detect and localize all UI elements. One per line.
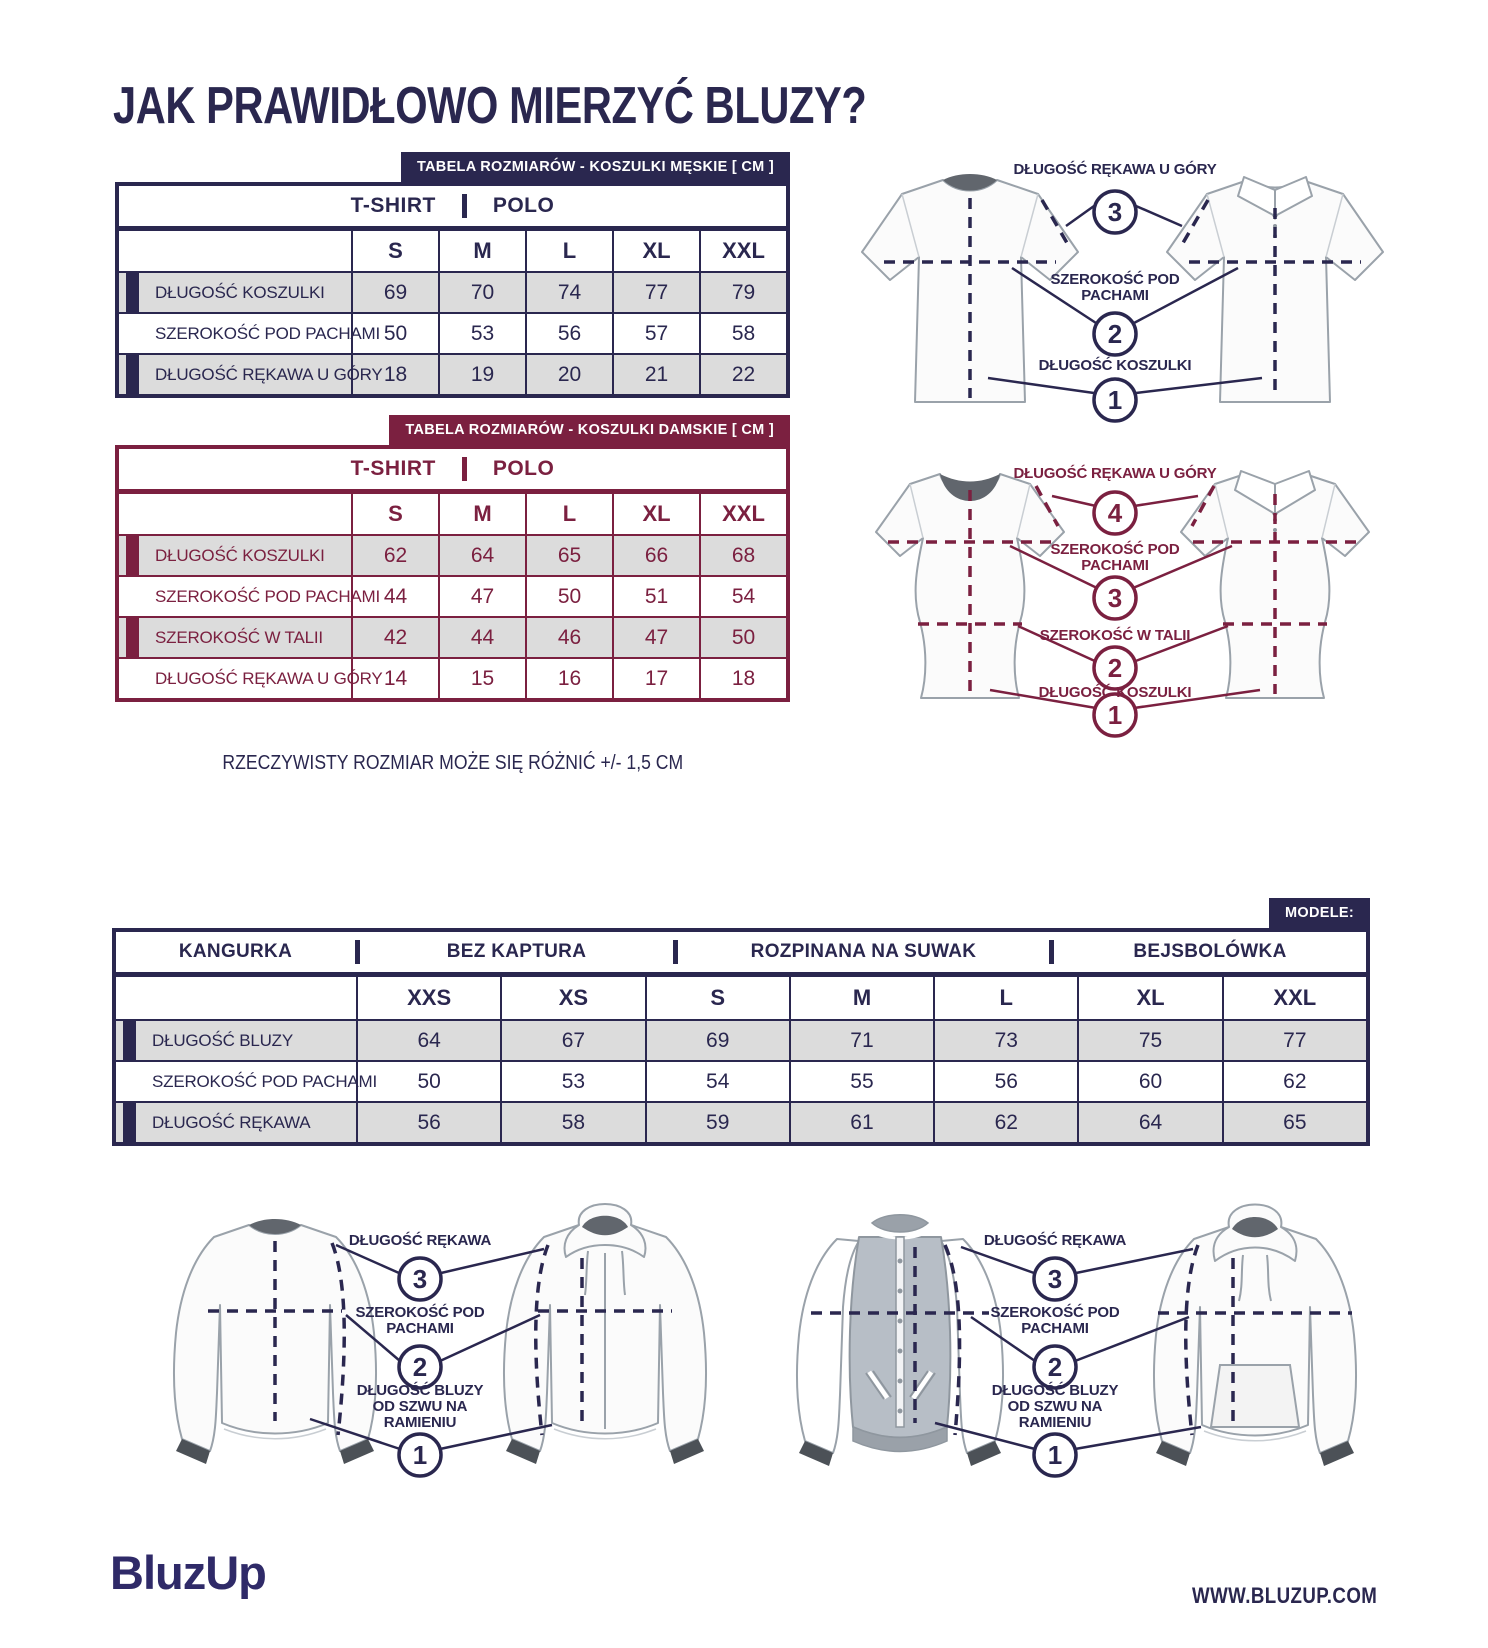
table-row [116,1021,1366,1060]
hoodie-illustration [1154,1205,1356,1467]
callout-number: 2 [1107,319,1123,349]
value-cell: 58 [699,314,786,353]
table-row [119,353,786,394]
value-cell: 17 [612,659,699,698]
value-cell: 54 [699,577,786,616]
row-label: SZEROKOŚĆ POD PACHAMI [155,586,381,606]
value-cell: 56 [356,1103,500,1142]
models-size-header [116,977,1366,1021]
value-cell: 42 [351,618,438,657]
value-cell: 56 [525,314,612,353]
row-label: DŁUGOŚĆ BLUZY [152,1030,293,1050]
table-row [119,657,786,698]
callout-label: DŁUGOŚĆ RĘKAWA [348,1232,492,1249]
callout-label: DŁUGOŚĆ KOSZULKI [1038,357,1192,374]
size-cell: S [351,494,438,534]
value-cell: 64 [1077,1103,1221,1142]
row-label: DŁUGOŚĆ RĘKAWA [152,1112,311,1132]
value-cell: 46 [525,618,612,657]
callout-number: 2 [412,1352,428,1382]
callout-number: 3 [1047,1264,1063,1294]
value-cell: 71 [789,1021,933,1060]
callout-number: 1 [1107,385,1123,415]
callout-number: 3 [1107,197,1123,227]
value-cell: 68 [699,536,786,575]
value-cell: 57 [612,314,699,353]
model-type: ROZPINANA NA SUWAK [750,941,977,962]
size-cell: XL [1077,977,1221,1019]
value-cell: 62 [933,1103,1077,1142]
value-cell: 65 [1222,1103,1366,1142]
size-cell: XXL [699,494,786,534]
callout-circles [1094,191,1136,421]
size-cell: S [351,231,438,271]
size-cell: XL [612,494,699,534]
womens-size-table [115,415,790,702]
callout-circles [1034,1258,1076,1476]
mens-type-header [119,186,786,231]
value-cell: 16 [525,659,612,698]
value-cell: 66 [612,536,699,575]
models-table-grid [112,928,1370,1146]
womens-type-header [119,449,786,494]
value-cell: 61 [789,1103,933,1142]
callout-circles [399,1258,441,1476]
row-label: DŁUGOŚĆ RĘKAWA U GÓRY [155,668,383,688]
value-cell: 47 [612,618,699,657]
size-cell: L [525,494,612,534]
value-cell: 54 [645,1062,789,1101]
value-cell: 59 [645,1103,789,1142]
callout-label: DŁUGOŚĆ RĘKAWA U GÓRY [1013,161,1217,178]
size-cell: XL [612,231,699,271]
callout-number: 1 [1107,700,1123,730]
models-type-header [116,932,1366,977]
value-cell: 64 [438,536,525,575]
value-cell: 77 [1222,1021,1366,1060]
size-cell: M [438,494,525,534]
row-label: DŁUGOŚĆ KOSZULKI [155,545,325,565]
mens-table-badge: TABELA ROZMIARÓW - KOSZULKI MĘSKIE [ CM ] [401,152,790,182]
value-cell: 51 [612,577,699,616]
callout-label: DŁUGOŚĆ KOSZULKI [1038,684,1192,701]
table-row [119,312,786,353]
tolerance-note-text: RZECZYWISTY ROZMIAR MOŻE SIĘ RÓŻNIĆ +/- 1,5 CM [222,752,683,774]
value-cell: 50 [351,314,438,353]
row-label: SZEROKOŚĆ POD PACHAMI [152,1071,378,1091]
value-cell: 14 [351,659,438,698]
callout-number: 3 [1107,583,1123,613]
model-type: BEJSBOLÓWKA [1133,941,1287,962]
size-header-spacer [119,231,351,271]
models-table-badge: MODELE: [1269,898,1370,928]
size-cell: XXL [1222,977,1366,1019]
value-cell: 77 [612,273,699,312]
value-cell: 70 [438,273,525,312]
value-cell: 21 [612,355,699,394]
womens-size-header [119,494,786,536]
value-cell: 65 [525,536,612,575]
value-cell: 50 [525,577,612,616]
row-label: SZEROKOŚĆ POD PACHAMI [155,323,381,343]
size-header-spacer [116,977,356,1019]
callout-number: 4 [1107,498,1123,528]
value-cell: 75 [1077,1021,1221,1060]
value-cell: 58 [500,1103,644,1142]
value-cell: 19 [438,355,525,394]
size-cell: S [645,977,789,1019]
value-cell: 73 [933,1021,1077,1060]
mens-table-grid [115,182,790,398]
type-polo: POLO [492,457,555,480]
value-cell: 64 [356,1021,500,1060]
size-cell: L [525,231,612,271]
baseball-jacket-illustration [797,1215,1003,1466]
callout-label: DŁUGOŚĆ BLUZY OD SZWU NA RAMIENIU [356,1382,484,1431]
callout-label: SZEROKOŚĆ W TALII [1039,627,1191,644]
table-row [119,536,786,575]
callout-number: 2 [1107,653,1123,683]
models-size-table [112,898,1370,1146]
mens-measure-diagram [830,150,1420,435]
callout-label: DŁUGOŚĆ RĘKAWA U GÓRY [1013,465,1217,482]
value-cell: 62 [1222,1062,1366,1101]
value-cell: 18 [699,659,786,698]
value-cell: 67 [500,1021,644,1060]
type-separator [462,457,467,481]
value-cell: 44 [351,577,438,616]
size-cell: M [789,977,933,1019]
value-cell: 53 [500,1062,644,1101]
zip-hoodie-illustration [504,1204,706,1464]
brand-logo: BluzUp [110,1546,266,1599]
model-type: BEZ KAPTURA [446,941,587,962]
value-cell: 50 [699,618,786,657]
table-row [119,575,786,616]
size-cell: M [438,231,525,271]
value-cell: 22 [699,355,786,394]
value-cell: 69 [645,1021,789,1060]
table-row [116,1101,1366,1142]
table-row [116,1060,1366,1101]
value-cell: 60 [1077,1062,1221,1101]
value-cell: 15 [438,659,525,698]
type-tshirt: T-SHIRT [350,457,436,480]
model-type: KANGURKA [178,941,293,962]
row-label: DŁUGOŚĆ KOSZULKI [155,282,325,302]
jacket-measure-diagram [765,1183,1385,1488]
callout-label: SZEROKOŚĆ POD PACHAMI [1050,541,1180,574]
womens-table-grid [115,445,790,702]
size-cell: XXL [699,231,786,271]
value-cell: 44 [438,618,525,657]
type-polo: POLO [492,194,555,217]
callout-number: 1 [412,1440,428,1470]
value-cell: 69 [351,273,438,312]
womens-table-badge: TABELA ROZMIARÓW - KOSZULKI DAMSKIE [ CM ] [389,415,790,445]
value-cell: 20 [525,355,612,394]
row-label: DŁUGOŚĆ RĘKAWA U GÓRY [155,364,383,384]
mens-size-table [115,152,790,398]
mens-size-header [119,231,786,273]
sweatshirt-measure-diagram [150,1183,730,1488]
value-cell: 56 [933,1062,1077,1101]
callout-label: SZEROKOŚĆ POD PACHAMI [990,1304,1120,1337]
table-row [119,273,786,312]
callout-number: 2 [1047,1352,1063,1382]
size-cell: L [933,977,1077,1019]
row-label: SZEROKOŚĆ W TALII [155,627,323,647]
callout-label: DŁUGOŚĆ RĘKAWA [983,1232,1127,1249]
type-separator [462,194,467,218]
value-cell: 74 [525,273,612,312]
value-cell: 79 [699,273,786,312]
size-header-spacer [119,494,351,534]
value-cell: 47 [438,577,525,616]
value-cell: 53 [438,314,525,353]
table-row [119,616,786,657]
type-tshirt: T-SHIRT [350,194,436,217]
size-cell: XXS [356,977,500,1019]
website-url: WWW.BLUZUP.COM [1192,1583,1378,1608]
womens-polo-illustration [1181,471,1369,698]
value-cell: 50 [356,1062,500,1101]
value-cell: 55 [789,1062,933,1101]
callout-label: SZEROKOŚĆ POD PACHAMI [355,1304,485,1337]
womens-measure-diagram [830,438,1420,738]
tolerance-note [115,752,790,775]
size-cell: XS [500,977,644,1019]
page-title: JAK PRAWIDŁOWO MIERZYĆ BLUZY? [113,77,867,135]
callout-number: 3 [412,1264,428,1294]
callout-label: DŁUGOŚĆ BLUZY OD SZWU NA RAMIENIU [991,1382,1119,1431]
callout-number: 1 [1047,1440,1063,1470]
value-cell: 18 [351,355,438,394]
callout-label: SZEROKOŚĆ POD PACHAMI [1050,271,1180,304]
value-cell: 62 [351,536,438,575]
